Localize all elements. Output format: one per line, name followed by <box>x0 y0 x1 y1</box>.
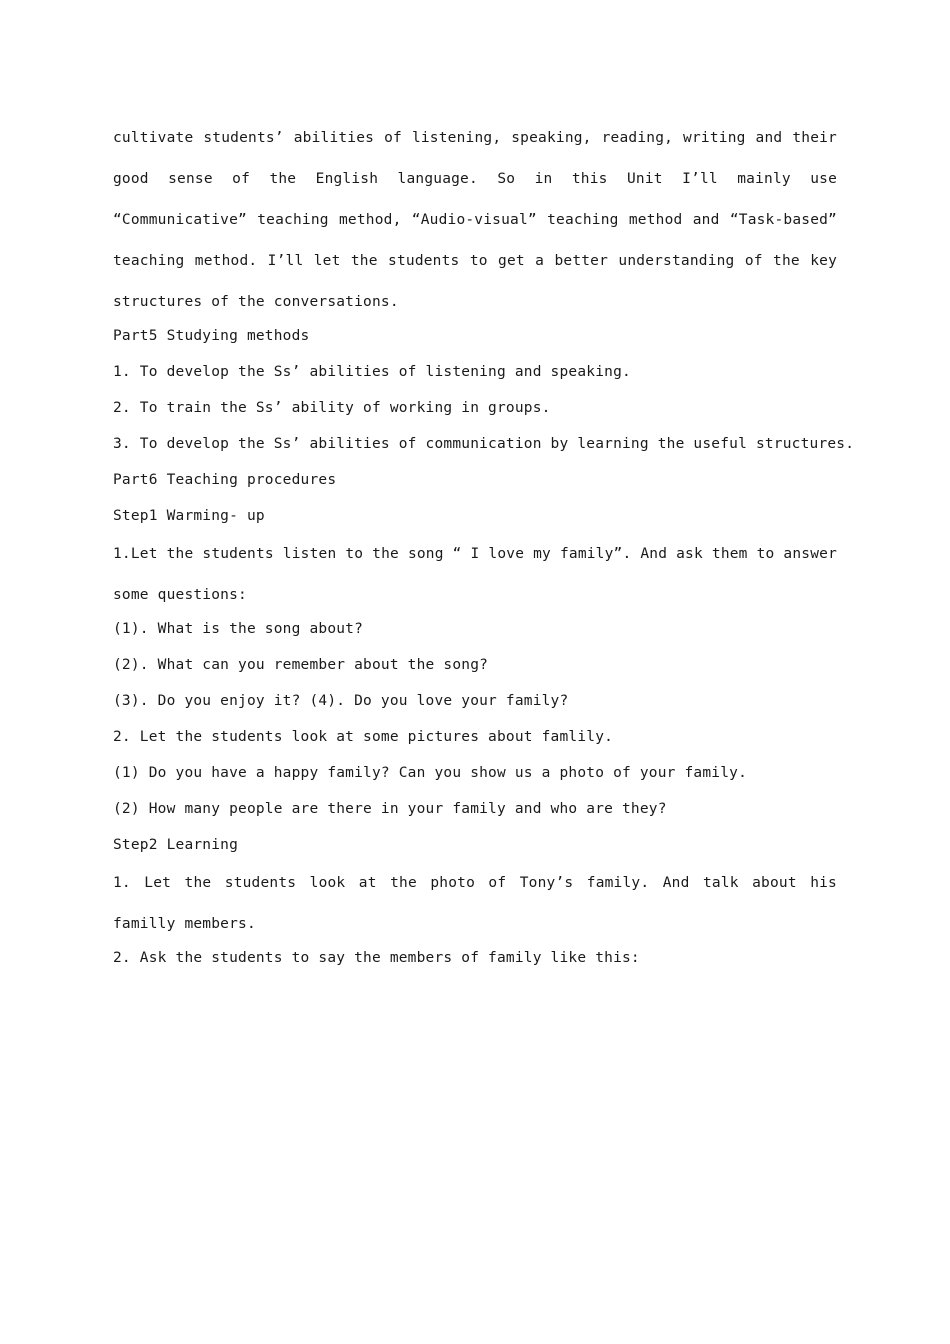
step1-item2-question: (1) Do you have a happy family? Can you show us a photo of your family. <box>113 765 748 781</box>
step1-item2-question: (2) How many people are there in your family and who are they? <box>113 801 667 817</box>
part6-heading: Part6 Teaching procedures <box>113 472 337 488</box>
step1-item-1: 1.Let the students listen to the song “ I love my family”. And ask them to answer some questions: <box>113 546 837 603</box>
step1-question: (2). What can you remember about the song? <box>113 657 489 673</box>
step2-heading: Step2 Learning <box>113 837 239 853</box>
part5-item: 2. To train the Ss’ ability of working in groups. <box>113 400 551 416</box>
part5-item: 1. To develop the Ss’ abilities of listening and speaking. <box>113 364 631 380</box>
document-body <box>113 118 855 976</box>
step1-item-2: 2. Let the students look at some pictures about famlily. <box>113 729 614 745</box>
part5-heading: Part5 Studying methods <box>113 328 310 344</box>
intro-paragraph: cultivate students’ abilities of listening, speaking, reading, writing and their good sense of the English language. So in this Unit I’ll mainly use “Communicative” teaching method, “Audio-visual” teaching method and “Task-based” teaching method. I’ll let the students to get a better understanding of the key structures of the conversations. <box>113 130 837 310</box>
step1-heading: Step1 Warming- up <box>113 508 265 524</box>
step1-question: (1). What is the song about? <box>113 621 364 637</box>
step2-item-2: 2. Ask the students to say the members of family like this: <box>113 950 640 966</box>
part5-item: 3. To develop the Ss’ abilities of communication by learning the useful structures. <box>113 436 855 452</box>
step2-item-1: 1. Let the students look at the photo of Tony’s family. And talk about his familly members. <box>113 875 837 932</box>
step1-question: (3). Do you enjoy it? (4). Do you love your family? <box>113 693 569 709</box>
